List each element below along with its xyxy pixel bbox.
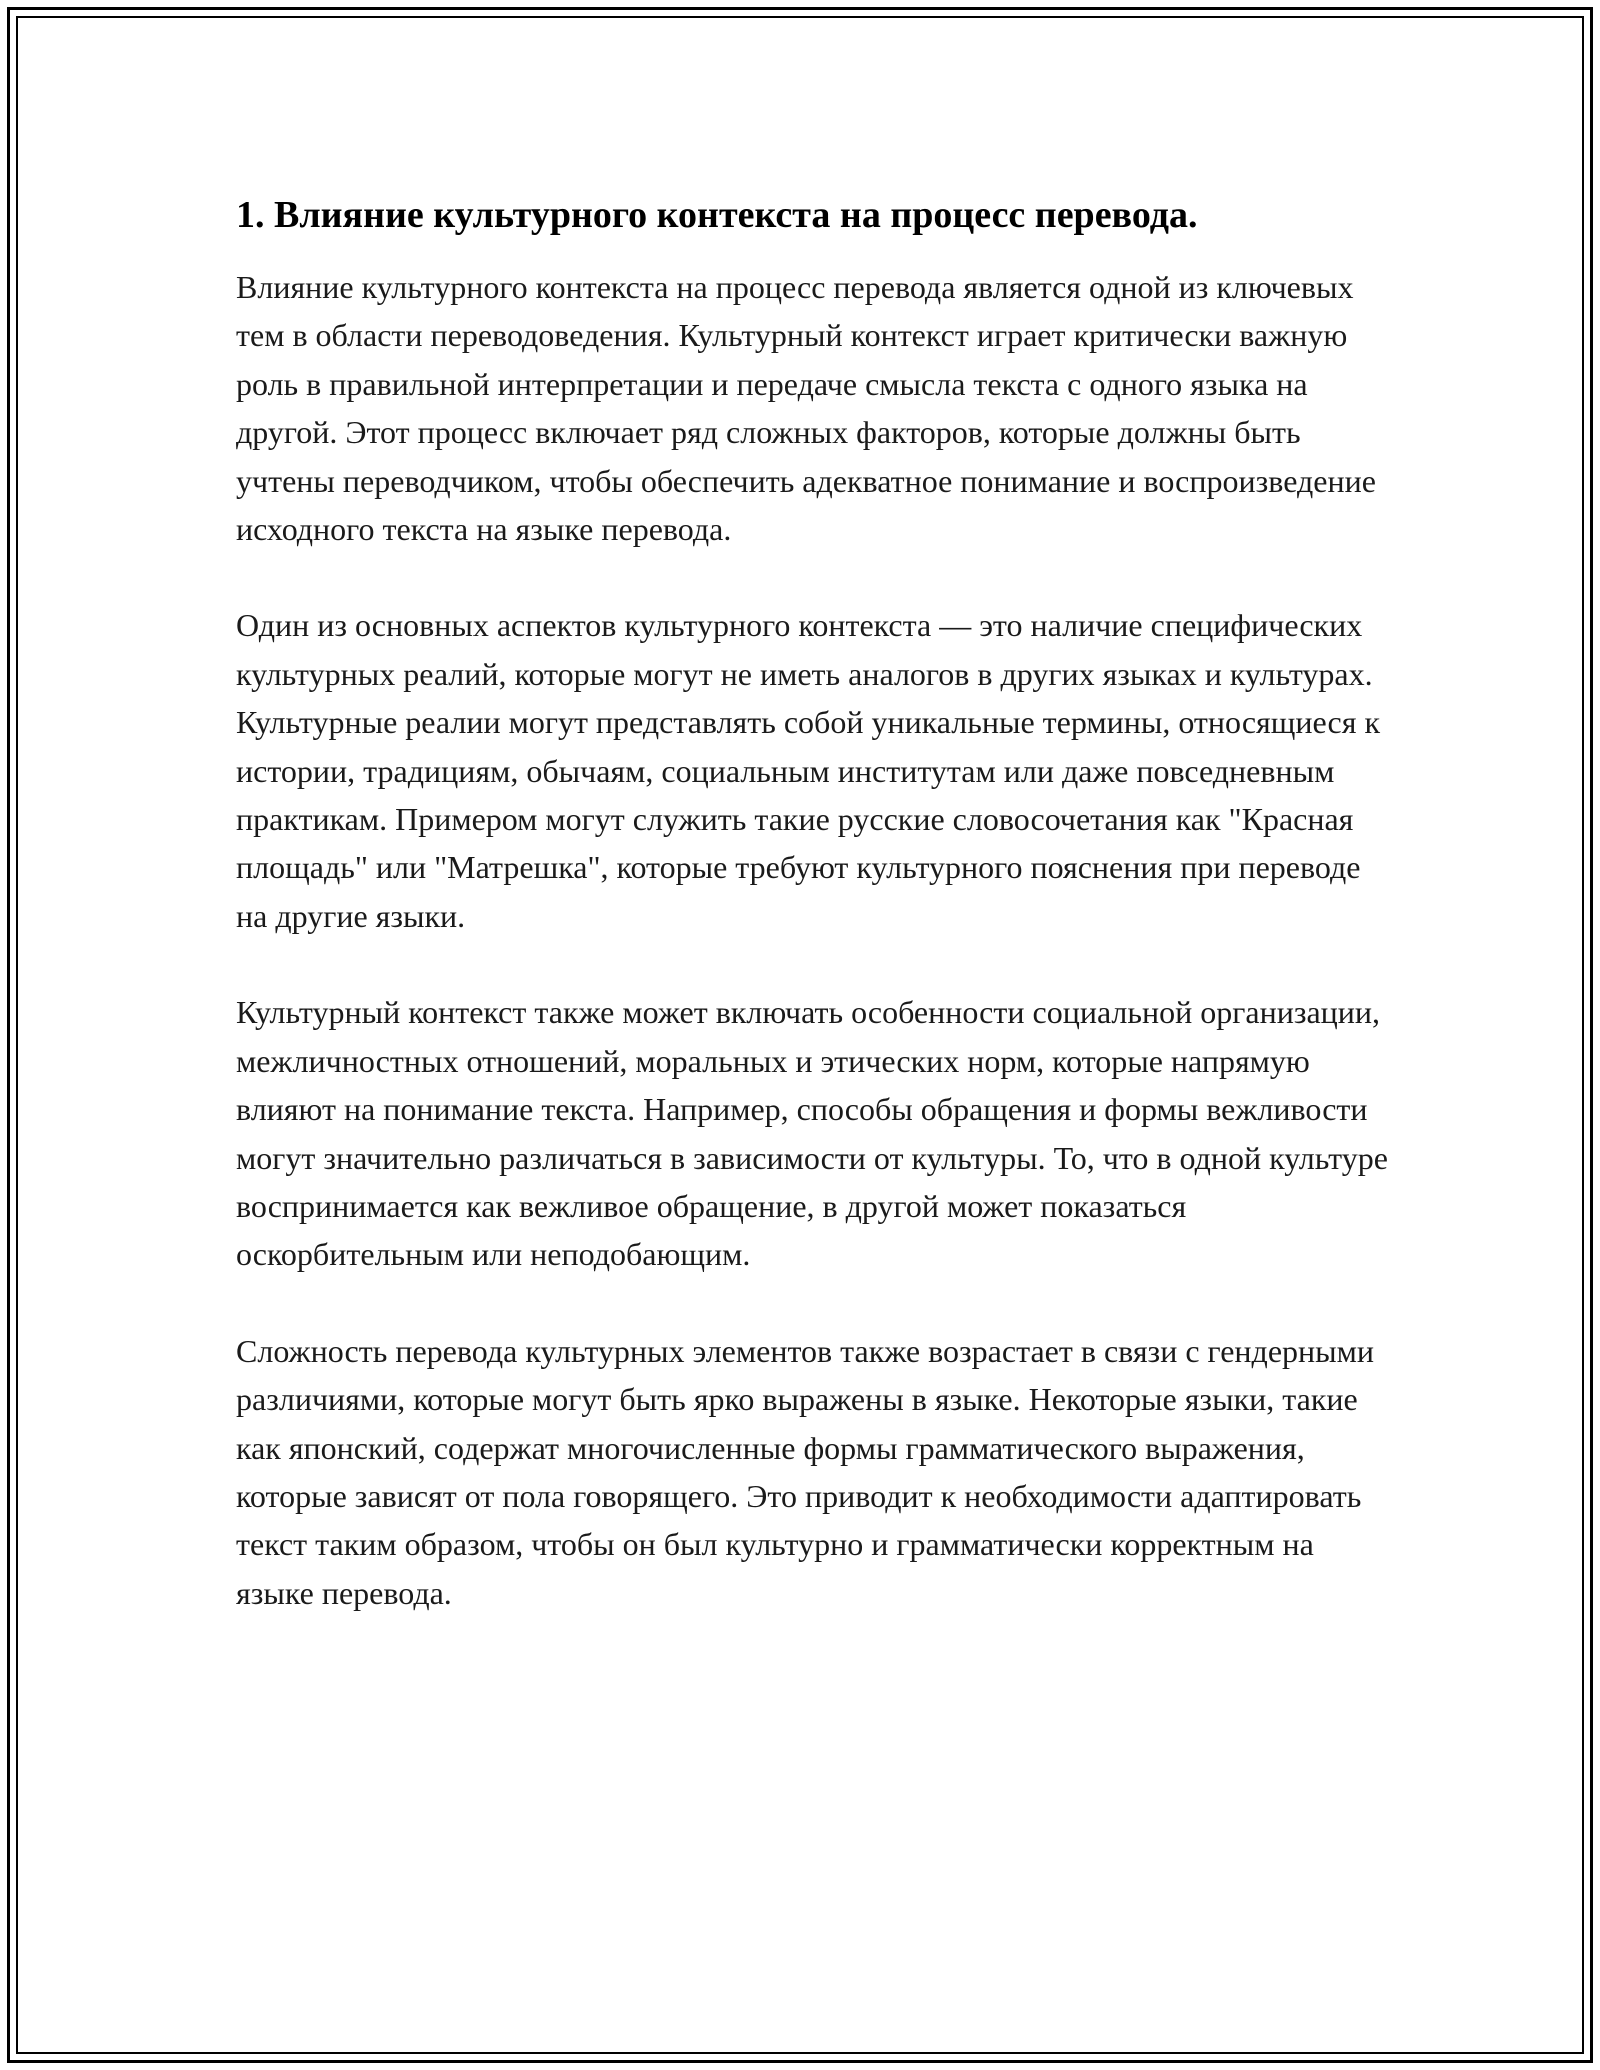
document-body [236, 185, 1396, 1665]
paragraph-4: Сложность перевода культурных элементов также возрастает в связи с гендерными различиями, которые могут быть ярко выражены в языке. Некоторые языки, такие как японский, содержат многочисленные формы грамматического выражения, которые зависят от пола говорящего. Это приводит к необходимости адаптировать текст таким образом, чтобы он был культурно и грамматически корректным на языке перевода. [236, 1332, 1375, 1611]
paragraph-2: Один из основных аспектов культурного контекста — это наличие специфических культурных реалий, которые могут не иметь аналогов в других языках и культурах. Культурные реалии могут представлять собой уникальные термины, относящиеся к истории, традициям, обычаям, социальным институтам или даже повседневным практикам. Примером могут служить такие русские словосочетания как "Красная площадь" или "Матрешка", которые требуют культурного пояснения при переводе на другие языки. [236, 607, 1380, 934]
paragraph-3: Культурный контекст также может включать особенности социальной организации, межличностных отношений, моральных и этических норм, которые напрямую влияют на понимание текста. Например, способы обращения и формы вежливости могут значительно различаться в зависимости от культуры. То, что в одной культуре воспринимается как вежливое обращение, в другой может показаться оскорбительным или неподобающим. [236, 994, 1388, 1273]
paragraph-1: Влияние культурного контекста на процесс перевода является одной из ключевых тем в области переводоведения. Культурный контекст играет критически важную роль в правильной интерпретации и передаче смысла текста с одного языка на другой. Этот процесс включает ряд сложных факторов, которые должны быть учтены переводчиком, чтобы обеспечить адекватное понимание и воспроизведение исходного текста на языке перевода. [236, 269, 1376, 548]
section-heading: 1. Влияние культурного контекста на процесс перевода. [236, 194, 1198, 236]
